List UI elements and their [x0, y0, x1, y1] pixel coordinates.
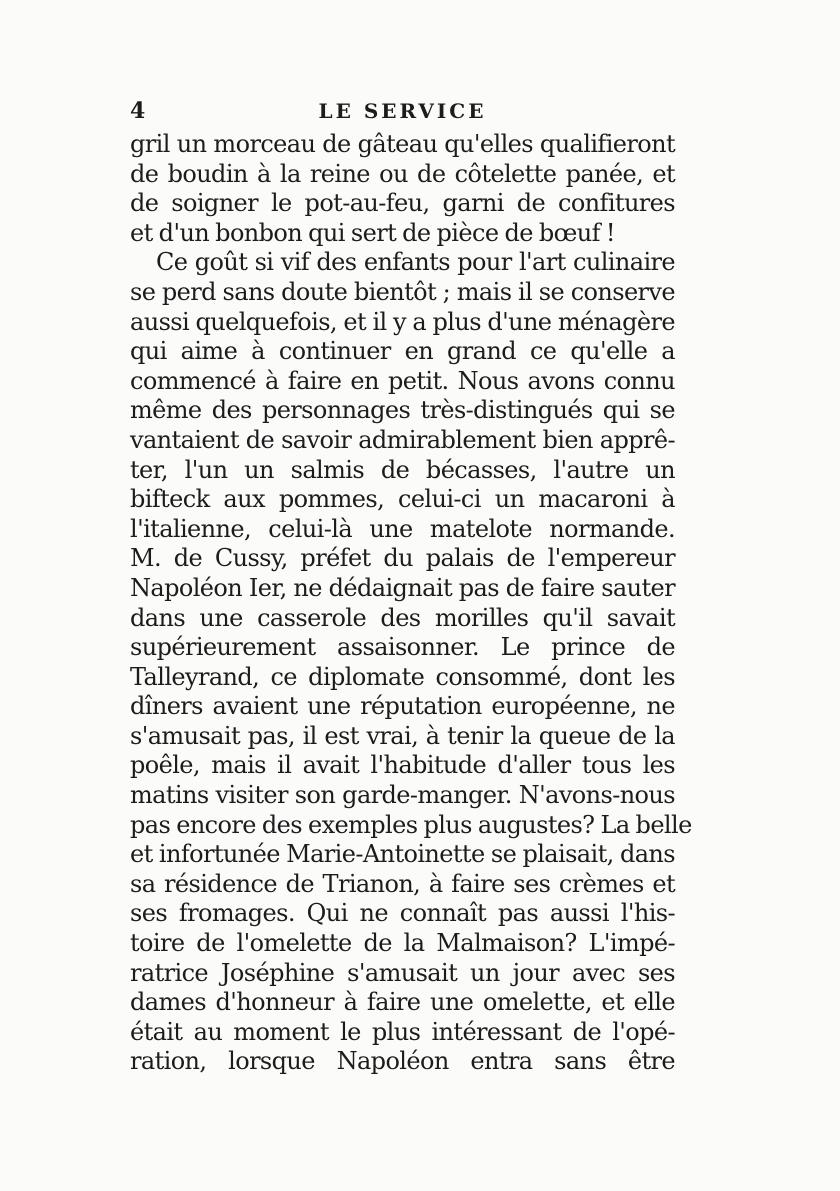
text-line: dans une casserole des morilles qu'il savait	[130, 603, 675, 632]
text-line: dames d'honneur à faire une omelette, et elle	[130, 988, 675, 1017]
text-line: Ce goût si vif des enfants pour l'art culinaire	[156, 248, 675, 277]
text-line: était au moment le plus intéressant de l'opé-	[130, 1017, 675, 1046]
text-line: de soigner le pot-au-feu, garni de confitures	[130, 189, 675, 218]
text-line: qui aime à continuer en grand ce qu'elle a	[130, 337, 675, 366]
text-line: ses fromages. Qui ne connaît pas aussi l'his-	[130, 899, 675, 928]
text-line: bifteck aux pommes, celui-ci un macaroni à	[130, 485, 675, 514]
text-line: supérieurement assaisonner. Le prince de	[130, 633, 675, 662]
running-title: LE SERVICE	[318, 99, 487, 123]
text-line: Talleyrand, ce diplomate consommé, dont les	[130, 662, 675, 691]
text-line: commencé à faire en petit. Nous avons connu	[130, 366, 675, 395]
running-head	[130, 92, 675, 130]
text-line: pas encore des exemples plus augustes? La belle	[130, 810, 692, 839]
text-line: même des personnages très-distingués qui se	[130, 396, 675, 425]
text-line: se perd sans doute bientôt ; mais il se conserve	[130, 277, 675, 306]
text-line: M. de Cussy, préfet du palais de l'empereur	[130, 544, 675, 573]
text-block	[130, 92, 692, 1077]
text-line: vantaient de savoir admirablement bien apprê-	[130, 425, 675, 454]
text-line: et d'un bonbon qui sert de pièce de bœuf !	[130, 218, 615, 247]
text-line: dîners avaient une réputation européenne, ne	[130, 692, 675, 721]
text-line: et infortunée Marie-Antoinette se plaisait, dans	[130, 840, 675, 869]
text-line: sa résidence de Trianon, à faire ses crèmes et	[130, 869, 675, 898]
text-line: ratrice Joséphine s'amusait un jour avec ses	[130, 958, 675, 987]
body-text	[130, 130, 692, 1077]
text-line: ter, l'un un salmis de bécasses, l'autre un	[130, 455, 675, 484]
text-line: toire de l'omelette de la Malmaison? L'impé-	[130, 929, 675, 958]
text-line: matins visiter son garde-manger. N'avons-nous	[130, 781, 675, 810]
page-number: 4	[130, 98, 146, 124]
text-line: gril un morceau de gâteau qu'elles qualifieront	[130, 130, 675, 158]
text-line: l'italienne, celui-là une matelote normande.	[130, 514, 675, 543]
text-line: Napoléon Ier, ne dédaignait pas de faire sauter	[130, 573, 675, 602]
text-line: ration, lorsque Napoléon entra sans être	[130, 1047, 675, 1076]
text-line: de boudin à la reine ou de côtelette panée, et	[130, 159, 675, 188]
text-line: poêle, mais il avait l'habitude d'aller tous les	[130, 751, 675, 780]
text-line: s'amusait pas, il est vrai, à tenir la queue de la	[130, 721, 675, 750]
text-line: aussi quelquefois, et il y a plus d'une ménagère	[130, 307, 675, 336]
